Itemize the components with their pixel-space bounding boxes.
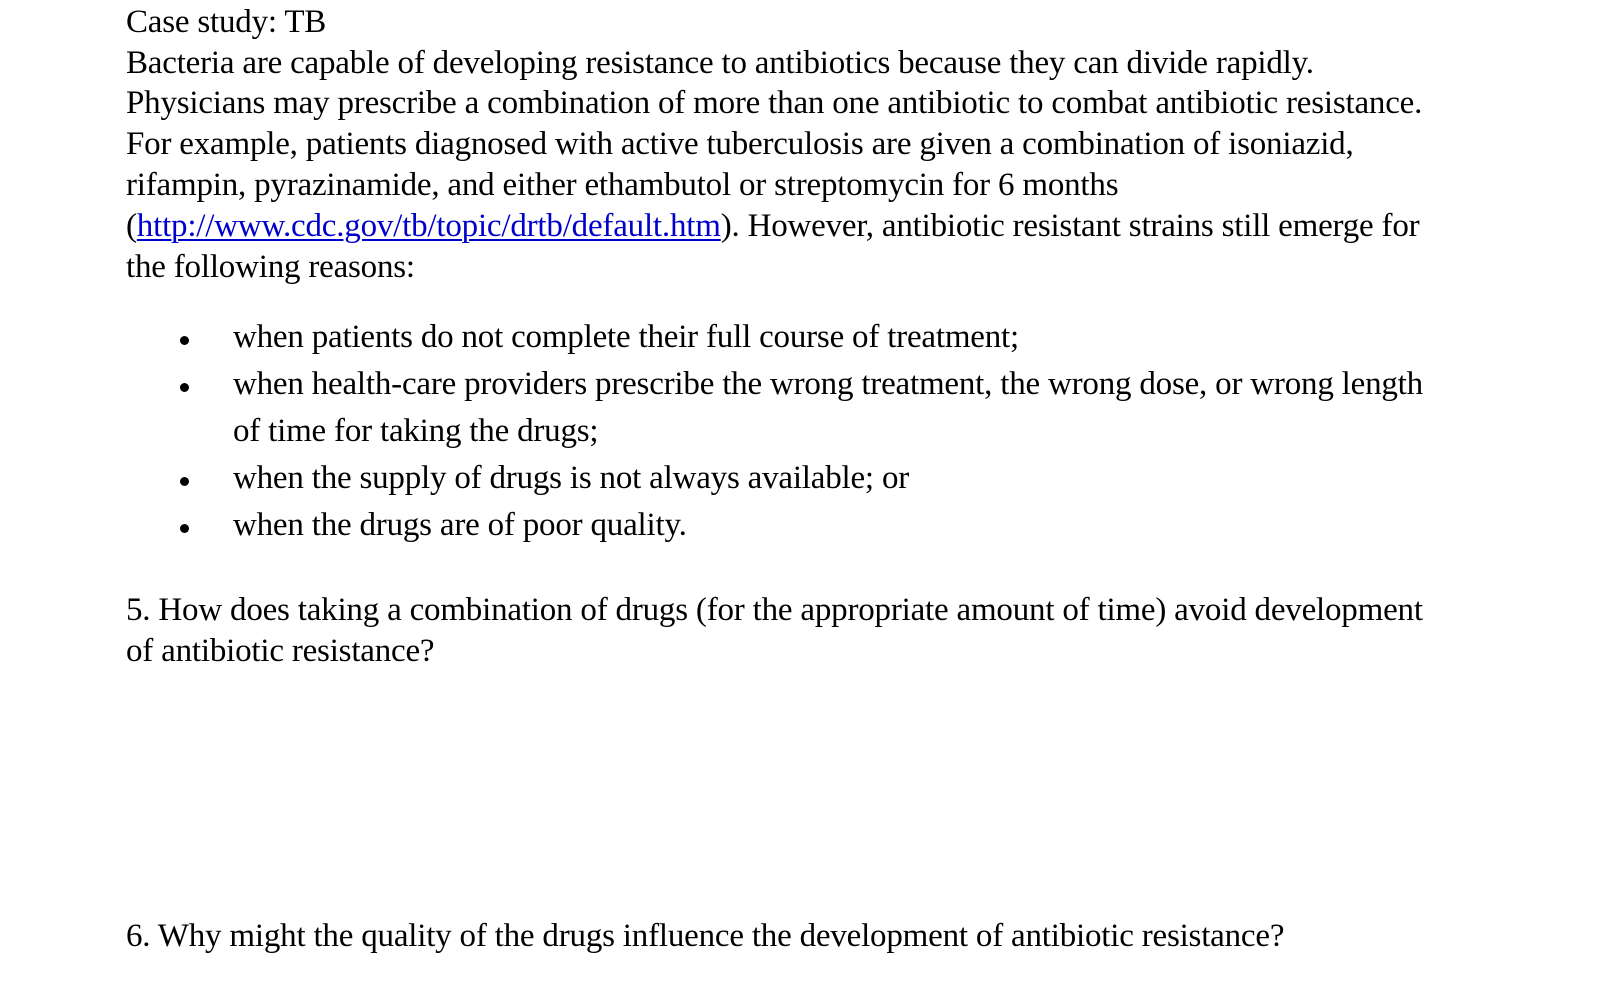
list-item: when the drugs are of poor quality. (233, 507, 687, 543)
bullet-dot (180, 383, 189, 392)
intro-line-5-rest: ). However, antibiotic resistant strains still emerge for (720, 208, 1420, 244)
intro-line-1: Bacteria are capable of developing resistance to antibiotics because they can divide rapidly. (126, 45, 1314, 81)
open-paren: ( (126, 208, 137, 244)
intro-line-6: the following reasons: (126, 249, 415, 285)
intro-line-4: rifampin, pyrazinamide, and either ethambutol or streptomycin for 6 months (126, 167, 1119, 203)
cdc-link[interactable]: http://www.cdc.gov/tb/topic/drtb/default.htm (136, 208, 721, 244)
question-5-line-1: 5. How does taking a combination of drugs (for the appropriate amount of time) avoid development (126, 592, 1423, 628)
list-item: when patients do not complete their full course of treatment; (233, 319, 1019, 355)
list-item-continuation: of time for taking the drugs; (233, 413, 599, 449)
bullet-dot (180, 336, 189, 345)
intro-line-2: Physicians may prescribe a combination of more than one antibiotic to combat antibiotic resistance. (126, 85, 1423, 121)
list-item: when health-care providers prescribe the wrong treatment, the wrong dose, or wrong length (233, 366, 1423, 402)
bullet-dot (180, 524, 189, 533)
question-5-line-2: of antibiotic resistance? (126, 633, 435, 669)
list-item: when the supply of drugs is not always available; or (233, 460, 910, 496)
intro-line-5 (126, 206, 1419, 246)
case-study-title: Case study: TB (126, 4, 327, 40)
question-6-line-1: 6. Why might the quality of the drugs influence the development of antibiotic resistance? (126, 918, 1285, 954)
intro-line-3: For example, patients diagnosed with active tuberculosis are given a combination of isoniazid, (126, 126, 1354, 162)
bullet-dot (180, 477, 189, 486)
